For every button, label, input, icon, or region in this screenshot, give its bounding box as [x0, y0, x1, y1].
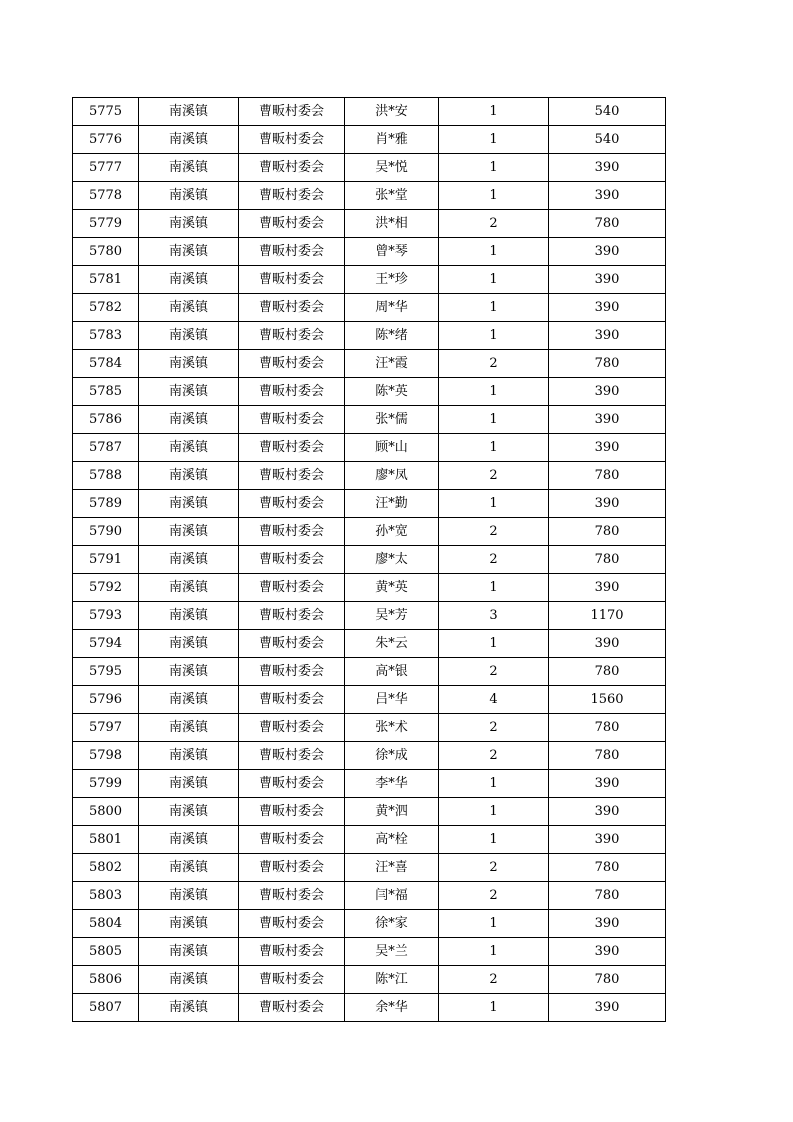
table-body [73, 98, 666, 1022]
count-cell: 1 [439, 770, 549, 798]
count-cell: 1 [439, 826, 549, 854]
town-cell: 南溪镇 [139, 322, 239, 350]
town-cell: 南溪镇 [139, 406, 239, 434]
count-cell: 2 [439, 882, 549, 910]
table-row [73, 854, 666, 882]
village-committee-cell: 曹畈村委会 [239, 294, 345, 322]
name-cell: 李*华 [345, 770, 439, 798]
row-number-cell: 5792 [73, 574, 139, 602]
table-row [73, 602, 666, 630]
town-cell: 南溪镇 [139, 462, 239, 490]
village-committee-cell: 曹畈村委会 [239, 126, 345, 154]
row-number-cell: 5797 [73, 714, 139, 742]
amount-cell: 390 [549, 938, 666, 966]
name-cell: 陈*江 [345, 966, 439, 994]
town-cell: 南溪镇 [139, 966, 239, 994]
row-number-cell: 5788 [73, 462, 139, 490]
table-row [73, 938, 666, 966]
town-cell: 南溪镇 [139, 546, 239, 574]
count-cell: 1 [439, 910, 549, 938]
row-number-cell: 5802 [73, 854, 139, 882]
table-row [73, 210, 666, 238]
row-number-cell: 5800 [73, 798, 139, 826]
name-cell: 曾*琴 [345, 238, 439, 266]
count-cell: 1 [439, 154, 549, 182]
name-cell: 吴*芳 [345, 602, 439, 630]
name-cell: 张*儒 [345, 406, 439, 434]
village-committee-cell: 曹畈村委会 [239, 770, 345, 798]
row-number-cell: 5777 [73, 154, 139, 182]
row-number-cell: 5787 [73, 434, 139, 462]
name-cell: 吴*兰 [345, 938, 439, 966]
name-cell: 黄*泗 [345, 798, 439, 826]
table-row [73, 126, 666, 154]
village-committee-cell: 曹畈村委会 [239, 686, 345, 714]
table-row [73, 826, 666, 854]
village-committee-cell: 曹畈村委会 [239, 406, 345, 434]
village-committee-cell: 曹畈村委会 [239, 826, 345, 854]
table-row [73, 98, 666, 126]
row-number-cell: 5782 [73, 294, 139, 322]
table-row [73, 490, 666, 518]
table-row [73, 630, 666, 658]
row-number-cell: 5799 [73, 770, 139, 798]
village-committee-cell: 曹畈村委会 [239, 434, 345, 462]
amount-cell: 780 [549, 658, 666, 686]
village-committee-cell: 曹畈村委会 [239, 322, 345, 350]
amount-cell: 390 [549, 322, 666, 350]
name-cell: 廖*太 [345, 546, 439, 574]
count-cell: 1 [439, 630, 549, 658]
amount-cell: 390 [549, 770, 666, 798]
village-committee-cell: 曹畈村委会 [239, 546, 345, 574]
table-row [73, 266, 666, 294]
row-number-cell: 5780 [73, 238, 139, 266]
row-number-cell: 5798 [73, 742, 139, 770]
village-committee-cell: 曹畈村委会 [239, 938, 345, 966]
amount-cell: 780 [549, 546, 666, 574]
village-committee-cell: 曹畈村委会 [239, 518, 345, 546]
name-cell: 吴*悦 [345, 154, 439, 182]
town-cell: 南溪镇 [139, 770, 239, 798]
village-committee-cell: 曹畈村委会 [239, 350, 345, 378]
table-row [73, 742, 666, 770]
town-cell: 南溪镇 [139, 238, 239, 266]
name-cell: 闫*福 [345, 882, 439, 910]
count-cell: 1 [439, 294, 549, 322]
name-cell: 高*银 [345, 658, 439, 686]
name-cell: 吕*华 [345, 686, 439, 714]
count-cell: 1 [439, 378, 549, 406]
table-row [73, 294, 666, 322]
row-number-cell: 5804 [73, 910, 139, 938]
table-row [73, 770, 666, 798]
amount-cell: 780 [549, 882, 666, 910]
town-cell: 南溪镇 [139, 630, 239, 658]
town-cell: 南溪镇 [139, 210, 239, 238]
village-committee-cell: 曹畈村委会 [239, 490, 345, 518]
row-number-cell: 5793 [73, 602, 139, 630]
village-committee-cell: 曹畈村委会 [239, 966, 345, 994]
amount-cell: 390 [549, 574, 666, 602]
count-cell: 1 [439, 574, 549, 602]
town-cell: 南溪镇 [139, 98, 239, 126]
name-cell: 周*华 [345, 294, 439, 322]
amount-cell: 390 [549, 154, 666, 182]
name-cell: 洪*安 [345, 98, 439, 126]
row-number-cell: 5789 [73, 490, 139, 518]
amount-cell: 390 [549, 910, 666, 938]
amount-cell: 390 [549, 434, 666, 462]
village-committee-cell: 曹畈村委会 [239, 154, 345, 182]
town-cell: 南溪镇 [139, 294, 239, 322]
amount-cell: 540 [549, 126, 666, 154]
count-cell: 1 [439, 182, 549, 210]
village-committee-cell: 曹畈村委会 [239, 742, 345, 770]
count-cell: 2 [439, 658, 549, 686]
amount-cell: 780 [549, 966, 666, 994]
town-cell: 南溪镇 [139, 182, 239, 210]
town-cell: 南溪镇 [139, 434, 239, 462]
amount-cell: 780 [549, 350, 666, 378]
row-number-cell: 5805 [73, 938, 139, 966]
row-number-cell: 5779 [73, 210, 139, 238]
row-number-cell: 5784 [73, 350, 139, 378]
row-number-cell: 5801 [73, 826, 139, 854]
row-number-cell: 5807 [73, 994, 139, 1022]
town-cell: 南溪镇 [139, 714, 239, 742]
row-number-cell: 5775 [73, 98, 139, 126]
town-cell: 南溪镇 [139, 910, 239, 938]
amount-cell: 390 [549, 238, 666, 266]
village-committee-cell: 曹畈村委会 [239, 630, 345, 658]
town-cell: 南溪镇 [139, 518, 239, 546]
row-number-cell: 5781 [73, 266, 139, 294]
table-row [73, 182, 666, 210]
town-cell: 南溪镇 [139, 798, 239, 826]
town-cell: 南溪镇 [139, 882, 239, 910]
count-cell: 2 [439, 210, 549, 238]
town-cell: 南溪镇 [139, 490, 239, 518]
table-row [73, 378, 666, 406]
table-row [73, 910, 666, 938]
count-cell: 1 [439, 98, 549, 126]
table-row [73, 966, 666, 994]
table-row [73, 686, 666, 714]
name-cell: 陈*绪 [345, 322, 439, 350]
table-row [73, 798, 666, 826]
amount-cell: 390 [549, 294, 666, 322]
village-committee-cell: 曹畈村委会 [239, 714, 345, 742]
town-cell: 南溪镇 [139, 742, 239, 770]
town-cell: 南溪镇 [139, 826, 239, 854]
count-cell: 2 [439, 714, 549, 742]
town-cell: 南溪镇 [139, 378, 239, 406]
village-committee-cell: 曹畈村委会 [239, 378, 345, 406]
row-number-cell: 5778 [73, 182, 139, 210]
village-committee-cell: 曹畈村委会 [239, 854, 345, 882]
village-committee-cell: 曹畈村委会 [239, 602, 345, 630]
village-committee-cell: 曹畈村委会 [239, 238, 345, 266]
count-cell: 2 [439, 350, 549, 378]
name-cell: 洪*相 [345, 210, 439, 238]
name-cell: 张*术 [345, 714, 439, 742]
row-number-cell: 5783 [73, 322, 139, 350]
amount-cell: 390 [549, 994, 666, 1022]
amount-cell: 1560 [549, 686, 666, 714]
amount-cell: 780 [549, 714, 666, 742]
table-row [73, 658, 666, 686]
village-committee-cell: 曹畈村委会 [239, 994, 345, 1022]
village-committee-cell: 曹畈村委会 [239, 910, 345, 938]
town-cell: 南溪镇 [139, 938, 239, 966]
amount-cell: 390 [549, 378, 666, 406]
table-row [73, 714, 666, 742]
row-number-cell: 5791 [73, 546, 139, 574]
amount-cell: 390 [549, 826, 666, 854]
village-committee-cell: 曹畈村委会 [239, 210, 345, 238]
town-cell: 南溪镇 [139, 126, 239, 154]
table-row [73, 994, 666, 1022]
count-cell: 2 [439, 462, 549, 490]
count-cell: 2 [439, 742, 549, 770]
name-cell: 徐*家 [345, 910, 439, 938]
table-row [73, 462, 666, 490]
village-committee-cell: 曹畈村委会 [239, 658, 345, 686]
row-number-cell: 5794 [73, 630, 139, 658]
row-number-cell: 5796 [73, 686, 139, 714]
table-row [73, 546, 666, 574]
amount-cell: 390 [549, 490, 666, 518]
count-cell: 1 [439, 266, 549, 294]
town-cell: 南溪镇 [139, 854, 239, 882]
count-cell: 1 [439, 994, 549, 1022]
table-row [73, 434, 666, 462]
amount-cell: 540 [549, 98, 666, 126]
name-cell: 高*栓 [345, 826, 439, 854]
amount-cell: 780 [549, 462, 666, 490]
name-cell: 顾*山 [345, 434, 439, 462]
name-cell: 黄*英 [345, 574, 439, 602]
amount-cell: 390 [549, 406, 666, 434]
town-cell: 南溪镇 [139, 658, 239, 686]
name-cell: 汪*勤 [345, 490, 439, 518]
name-cell: 徐*成 [345, 742, 439, 770]
amount-cell: 780 [549, 854, 666, 882]
name-cell: 肖*雅 [345, 126, 439, 154]
village-committee-cell: 曹畈村委会 [239, 462, 345, 490]
amount-cell: 780 [549, 210, 666, 238]
count-cell: 3 [439, 602, 549, 630]
count-cell: 4 [439, 686, 549, 714]
name-cell: 廖*凤 [345, 462, 439, 490]
name-cell: 朱*云 [345, 630, 439, 658]
village-committee-cell: 曹畈村委会 [239, 882, 345, 910]
table-row [73, 238, 666, 266]
count-cell: 2 [439, 546, 549, 574]
row-number-cell: 5806 [73, 966, 139, 994]
row-number-cell: 5803 [73, 882, 139, 910]
village-committee-cell: 曹畈村委会 [239, 574, 345, 602]
row-number-cell: 5795 [73, 658, 139, 686]
count-cell: 1 [439, 490, 549, 518]
data-table [72, 97, 666, 1022]
row-number-cell: 5776 [73, 126, 139, 154]
row-number-cell: 5785 [73, 378, 139, 406]
count-cell: 1 [439, 322, 549, 350]
amount-cell: 1170 [549, 602, 666, 630]
name-cell: 王*珍 [345, 266, 439, 294]
row-number-cell: 5790 [73, 518, 139, 546]
name-cell: 孙*宽 [345, 518, 439, 546]
table-row [73, 518, 666, 546]
count-cell: 1 [439, 406, 549, 434]
table-row [73, 406, 666, 434]
amount-cell: 390 [549, 798, 666, 826]
name-cell: 陈*英 [345, 378, 439, 406]
table-row [73, 322, 666, 350]
village-committee-cell: 曹畈村委会 [239, 182, 345, 210]
count-cell: 2 [439, 518, 549, 546]
name-cell: 余*华 [345, 994, 439, 1022]
town-cell: 南溪镇 [139, 154, 239, 182]
town-cell: 南溪镇 [139, 350, 239, 378]
name-cell: 汪*喜 [345, 854, 439, 882]
count-cell: 1 [439, 938, 549, 966]
table-row [73, 574, 666, 602]
town-cell: 南溪镇 [139, 266, 239, 294]
amount-cell: 780 [549, 518, 666, 546]
amount-cell: 780 [549, 742, 666, 770]
count-cell: 2 [439, 854, 549, 882]
table-row [73, 350, 666, 378]
count-cell: 1 [439, 434, 549, 462]
table-row [73, 882, 666, 910]
town-cell: 南溪镇 [139, 602, 239, 630]
village-committee-cell: 曹畈村委会 [239, 798, 345, 826]
name-cell: 张*堂 [345, 182, 439, 210]
count-cell: 1 [439, 126, 549, 154]
amount-cell: 390 [549, 630, 666, 658]
town-cell: 南溪镇 [139, 574, 239, 602]
count-cell: 1 [439, 238, 549, 266]
amount-cell: 390 [549, 266, 666, 294]
town-cell: 南溪镇 [139, 994, 239, 1022]
village-committee-cell: 曹畈村委会 [239, 266, 345, 294]
count-cell: 2 [439, 966, 549, 994]
village-committee-cell: 曹畈村委会 [239, 98, 345, 126]
town-cell: 南溪镇 [139, 686, 239, 714]
name-cell: 汪*霞 [345, 350, 439, 378]
amount-cell: 390 [549, 182, 666, 210]
count-cell: 1 [439, 798, 549, 826]
row-number-cell: 5786 [73, 406, 139, 434]
table-row [73, 154, 666, 182]
